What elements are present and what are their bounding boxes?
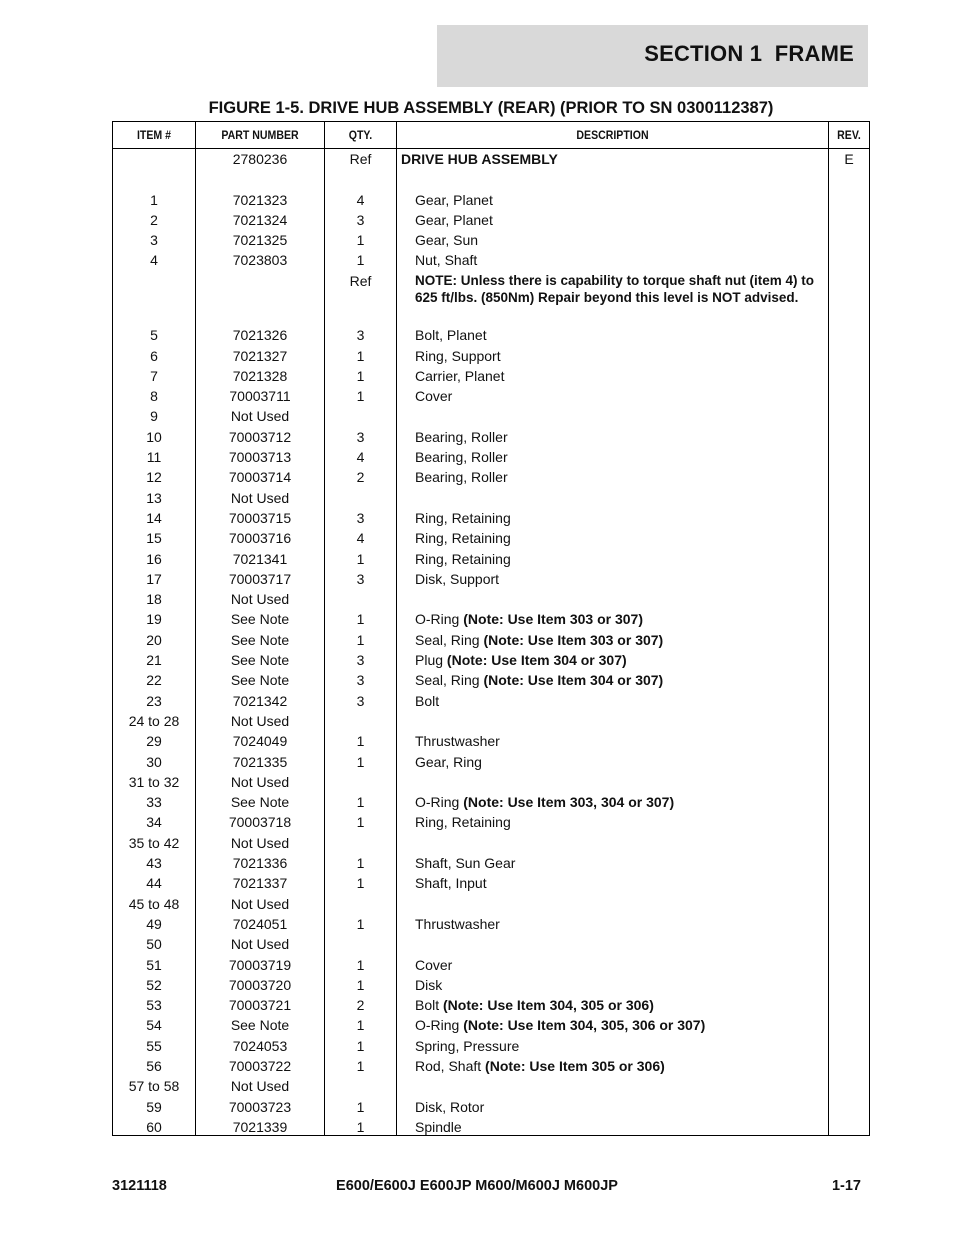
table-row — [113, 956, 869, 976]
description — [415, 1057, 815, 1075]
item-number: 50 — [146, 936, 162, 953]
qty: Ref — [349, 151, 372, 167]
qty: 3 — [356, 672, 365, 689]
description-text: Cover — [415, 956, 453, 973]
description — [415, 1016, 815, 1034]
table-row — [113, 712, 869, 732]
table-row — [113, 326, 869, 346]
item-number: 15 — [146, 530, 162, 547]
description — [415, 874, 815, 892]
table-row — [113, 834, 869, 854]
part-number: 70003722 — [228, 1058, 292, 1074]
table-row — [113, 211, 869, 231]
part-number: See Note — [230, 794, 290, 811]
header-qty: QTY. — [348, 128, 373, 142]
table-row — [113, 231, 869, 251]
description-text: Disk, Rotor — [415, 1098, 485, 1115]
item-number: 54 — [146, 1017, 162, 1034]
description-text: Seal, Ring — [415, 672, 480, 689]
description-note: (Note: Use Item 303 or 307) — [483, 631, 664, 648]
table-row — [113, 1118, 869, 1138]
part-number: 7021336 — [232, 855, 288, 871]
description-note: (Note: Use Item 304, 305 or 306) — [443, 997, 654, 1014]
qty: 1 — [356, 1017, 365, 1034]
item-number: 60 — [146, 1118, 162, 1135]
part-number: 7021335 — [232, 753, 288, 770]
part-number: 7024051 — [232, 915, 288, 932]
description-text: Bearing, Roller — [415, 449, 508, 465]
description-text: Bearing, Roller — [415, 428, 508, 445]
part-number: 7021341 — [232, 550, 288, 567]
description — [415, 468, 815, 486]
description-text: Carrier, Planet — [415, 367, 505, 384]
item-number: 10 — [146, 428, 162, 445]
table-row — [113, 570, 869, 590]
qty: 1 — [356, 1118, 365, 1135]
table-row — [113, 387, 869, 407]
description — [415, 610, 815, 628]
description-text: Ring, Retaining — [415, 550, 511, 567]
item-number: 11 — [146, 449, 162, 465]
qty: 1 — [356, 1058, 365, 1074]
table-row — [113, 407, 869, 427]
description: DRIVE HUB ASSEMBLY — [401, 151, 558, 167]
description — [415, 854, 815, 872]
description-text: Rod, Shaft — [415, 1058, 482, 1074]
item-number: 52 — [146, 976, 162, 993]
table-row — [113, 1037, 869, 1057]
item-number: 57 to 58 — [128, 1078, 180, 1095]
table-row — [113, 489, 869, 509]
description — [415, 753, 815, 771]
qty: 1 — [356, 232, 365, 249]
item-number: 19 — [146, 611, 162, 628]
description-note: (Note: Use Item 305 or 306) — [485, 1058, 665, 1074]
item-number: 8 — [150, 388, 158, 405]
description — [415, 996, 815, 1014]
item-number: 24 to 28 — [128, 712, 180, 729]
part-number: 7021339 — [232, 1118, 288, 1135]
description-text: Gear, Sun — [415, 232, 479, 249]
description — [415, 671, 815, 689]
qty: 2 — [356, 997, 365, 1014]
item-number: 33 — [146, 794, 162, 811]
part-number: 70003718 — [228, 814, 292, 831]
description-text: Ring, Retaining — [415, 814, 511, 831]
item-number: 45 to 48 — [128, 895, 180, 912]
description-text: Gear, Planet — [415, 211, 493, 228]
description — [415, 813, 815, 831]
table-row — [113, 550, 869, 570]
qty: Ref — [349, 272, 372, 289]
description-text: Bolt — [415, 997, 440, 1014]
description-text: Plug — [415, 652, 444, 668]
description — [415, 428, 815, 446]
part-number: 7021328 — [232, 367, 288, 384]
item-number: 29 — [146, 733, 162, 750]
table-row — [113, 448, 869, 468]
item-number: 49 — [146, 915, 162, 932]
description — [415, 347, 815, 365]
description — [415, 387, 815, 405]
table-row — [113, 915, 869, 935]
part-number: 70003716 — [228, 530, 292, 547]
part-number: 2780236 — [232, 151, 288, 167]
part-number: 7024049 — [232, 733, 288, 750]
part-number: 70003713 — [228, 449, 292, 465]
qty: 3 — [356, 570, 365, 587]
item-number: 1 — [150, 191, 158, 208]
description-text: Spindle — [415, 1118, 462, 1135]
item-number: 43 — [146, 855, 162, 871]
part-number: 7021326 — [232, 327, 288, 344]
qty: 1 — [356, 875, 365, 892]
table-row — [113, 590, 869, 610]
qty: 1 — [356, 976, 365, 993]
description-text: Ring, Retaining — [415, 530, 511, 547]
qty: 1 — [356, 611, 365, 628]
part-number: Not Used — [230, 408, 290, 425]
description — [415, 570, 815, 588]
part-number: Not Used — [230, 773, 290, 790]
description — [415, 1118, 815, 1136]
part-number: 70003712 — [228, 428, 292, 445]
part-number: 70003719 — [228, 956, 292, 973]
description-note: (Note: Use Item 304, 305, 306 or 307) — [463, 1017, 706, 1034]
qty: 1 — [356, 631, 365, 648]
item-number: 13 — [146, 489, 162, 506]
item-number: 17 — [146, 570, 162, 587]
description — [415, 956, 815, 974]
part-number: 7021337 — [232, 875, 288, 892]
table-row — [113, 895, 869, 915]
part-number: Not Used — [230, 591, 290, 608]
item-number: 51 — [146, 956, 162, 973]
part-number: Not Used — [230, 895, 290, 912]
description — [415, 231, 815, 249]
table-row — [113, 671, 869, 691]
description-text: Shaft, Input — [415, 875, 487, 892]
part-number: 7021323 — [232, 191, 288, 208]
description — [415, 631, 815, 649]
item-number: 22 — [146, 672, 162, 689]
description-note: (Note: Use Item 303 or 307) — [463, 611, 643, 628]
item-number: 3 — [150, 232, 158, 249]
part-number: 7023803 — [232, 252, 288, 269]
item-number: 20 — [146, 631, 162, 648]
description — [415, 793, 815, 811]
part-number: See Note — [230, 672, 290, 689]
description — [415, 211, 815, 229]
table-row — [113, 854, 869, 874]
description — [415, 915, 815, 933]
table-row — [113, 367, 869, 387]
item-number: 9 — [150, 408, 158, 425]
qty: 1 — [356, 794, 365, 811]
item-number: 14 — [146, 509, 162, 526]
item-number: 4 — [150, 252, 158, 269]
description-text: Thrustwasher — [415, 733, 500, 750]
table-row — [113, 347, 869, 367]
item-number: 6 — [150, 347, 158, 364]
description-note: (Note: Use Item 303, 304 or 307) — [463, 794, 675, 811]
qty: 1 — [356, 1037, 365, 1054]
table-row — [113, 692, 869, 712]
qty: 1 — [356, 367, 365, 384]
qty: 1 — [356, 388, 365, 405]
part-number: 7021342 — [232, 692, 288, 709]
item-number: 31 to 32 — [128, 773, 180, 790]
qty: 3 — [356, 692, 365, 709]
item-number: 16 — [146, 550, 162, 567]
table-header — [113, 122, 869, 149]
description — [415, 251, 815, 269]
description — [415, 448, 815, 466]
table-row-note — [113, 272, 869, 328]
part-number: 70003711 — [229, 388, 291, 405]
table-row — [113, 529, 869, 549]
part-number: 70003715 — [228, 509, 292, 526]
part-number: See Note — [230, 652, 290, 668]
table-row — [113, 1057, 869, 1077]
part-number: 7021327 — [232, 347, 288, 364]
qty: 3 — [356, 509, 365, 526]
footer-page-number: 1-17 — [831, 1178, 861, 1194]
header-item: ITEM # — [136, 128, 172, 142]
description-text: Ring, Support — [415, 347, 501, 364]
item-number: 18 — [146, 591, 162, 608]
description — [415, 1098, 815, 1116]
description-text: Bolt — [415, 692, 440, 709]
description-text: Shaft, Sun Gear — [415, 855, 516, 871]
qty: 1 — [356, 1098, 365, 1115]
table-row — [113, 428, 869, 448]
qty: 1 — [356, 753, 365, 770]
part-number: 70003723 — [228, 1098, 292, 1115]
table-row — [113, 1016, 869, 1036]
description — [415, 651, 815, 669]
header-description: DESCRIPTION — [576, 128, 649, 142]
description-text: Disk, Support — [415, 570, 500, 587]
description-text: Seal, Ring — [415, 631, 480, 648]
table-row — [113, 935, 869, 955]
description-text: Bolt, Planet — [415, 327, 487, 344]
item-number: 12 — [146, 469, 162, 486]
qty: 4 — [356, 449, 365, 465]
table-row — [113, 1098, 869, 1118]
table-row — [113, 874, 869, 894]
table-row — [113, 610, 869, 630]
table-row-assembly — [113, 150, 869, 170]
section-banner — [437, 25, 868, 87]
qty: 4 — [356, 191, 365, 208]
table-row — [113, 651, 869, 671]
qty: 3 — [356, 428, 365, 445]
table-row — [113, 996, 869, 1016]
description-text: Gear, Planet — [415, 191, 493, 208]
description — [415, 529, 815, 547]
item-number: 34 — [146, 814, 162, 831]
description — [415, 326, 815, 344]
qty: 1 — [356, 550, 365, 567]
table-row — [113, 468, 869, 488]
part-number: Not Used — [230, 1078, 290, 1095]
item-number: 53 — [146, 997, 162, 1014]
description — [415, 509, 815, 527]
part-number: Not Used — [230, 489, 290, 506]
item-number: 56 — [146, 1058, 162, 1074]
part-number: 70003714 — [228, 469, 292, 486]
description-text: Cover — [415, 388, 453, 405]
part-number: Not Used — [230, 936, 290, 953]
qty: 1 — [356, 252, 365, 269]
description — [415, 1037, 815, 1055]
table-row — [113, 191, 869, 211]
item-number: 7 — [150, 367, 158, 384]
part-number: Not Used — [230, 712, 290, 729]
item-number: 30 — [146, 753, 162, 770]
figure-title: FIGURE 1-5. DRIVE HUB ASSEMBLY (REAR) (PRIOR TO SN 0300112387) — [208, 99, 774, 117]
qty: 3 — [356, 652, 365, 668]
item-number: 21 — [146, 652, 162, 668]
item-number: 23 — [146, 692, 162, 709]
description-text: Ring, Retaining — [415, 509, 511, 526]
qty: 1 — [356, 733, 365, 750]
part-number: 70003720 — [228, 976, 292, 993]
table-row — [113, 251, 869, 271]
qty: 1 — [356, 855, 365, 871]
qty: 3 — [356, 327, 365, 344]
description-text: Nut, Shaft — [415, 252, 478, 269]
part-number: 7021325 — [232, 232, 288, 249]
description-text: Spring, Pressure — [415, 1037, 520, 1054]
item-number: 44 — [146, 875, 162, 892]
description — [415, 732, 815, 750]
description-note: (Note: Use Item 304 or 307) — [446, 652, 627, 668]
part-number: See Note — [230, 631, 290, 648]
description-text: Disk — [415, 976, 443, 993]
part-number: Not Used — [230, 834, 290, 851]
description-text: Gear, Ring — [415, 753, 482, 770]
description-text: Thrustwasher — [415, 915, 500, 932]
table-row — [113, 509, 869, 529]
qty: 4 — [356, 530, 365, 547]
table-row — [113, 1077, 869, 1097]
footer-models: E600/E600J E600JP M600/M600J M600JP — [336, 1178, 618, 1194]
description-note: (Note: Use Item 304 or 307) — [483, 672, 664, 689]
parts-table — [112, 121, 870, 1136]
torque-note: NOTE: Unless there is capability to torque shaft nut (item 4) to 625 ft/lbs. (850Nm) Repair beyond this level is NOT advised. — [415, 272, 815, 305]
table-row — [113, 773, 869, 793]
qty: 2 — [356, 469, 365, 486]
description — [415, 692, 815, 710]
description — [415, 976, 815, 994]
item-number: 5 — [150, 327, 158, 344]
description — [415, 367, 815, 385]
part-number: See Note — [230, 611, 290, 628]
description-text: O-Ring — [415, 611, 460, 628]
table-row — [113, 793, 869, 813]
footer-doc-number: 3121118 — [112, 1178, 167, 1194]
item-number: 59 — [146, 1098, 162, 1115]
table-row — [113, 753, 869, 773]
part-number: 70003721 — [228, 997, 292, 1014]
qty: 1 — [356, 347, 365, 364]
part-number: 70003717 — [228, 570, 292, 587]
item-number: 35 to 42 — [128, 834, 180, 851]
qty: 1 — [356, 814, 365, 831]
section-title: SECTION 1 FRAME — [644, 41, 854, 66]
qty: 1 — [356, 915, 365, 932]
part-number: 7021324 — [232, 211, 288, 228]
header-rev: REV. — [837, 128, 861, 142]
revision: E — [844, 151, 854, 167]
part-number: See Note — [230, 1017, 290, 1034]
table-row — [113, 976, 869, 996]
description-text: O-Ring — [415, 1017, 460, 1034]
description-text: O-Ring — [415, 794, 460, 811]
header-part-number: PART NUMBER — [221, 128, 299, 142]
item-number: 2 — [150, 211, 158, 228]
table-row — [113, 631, 869, 651]
qty: 1 — [356, 956, 365, 973]
part-number: 7024053 — [232, 1037, 288, 1054]
description — [415, 191, 815, 209]
description-text: Bearing, Roller — [415, 469, 508, 486]
table-row — [113, 732, 869, 752]
table-row — [113, 813, 869, 833]
item-number: 55 — [146, 1037, 162, 1054]
qty: 3 — [356, 211, 365, 228]
description — [415, 550, 815, 568]
